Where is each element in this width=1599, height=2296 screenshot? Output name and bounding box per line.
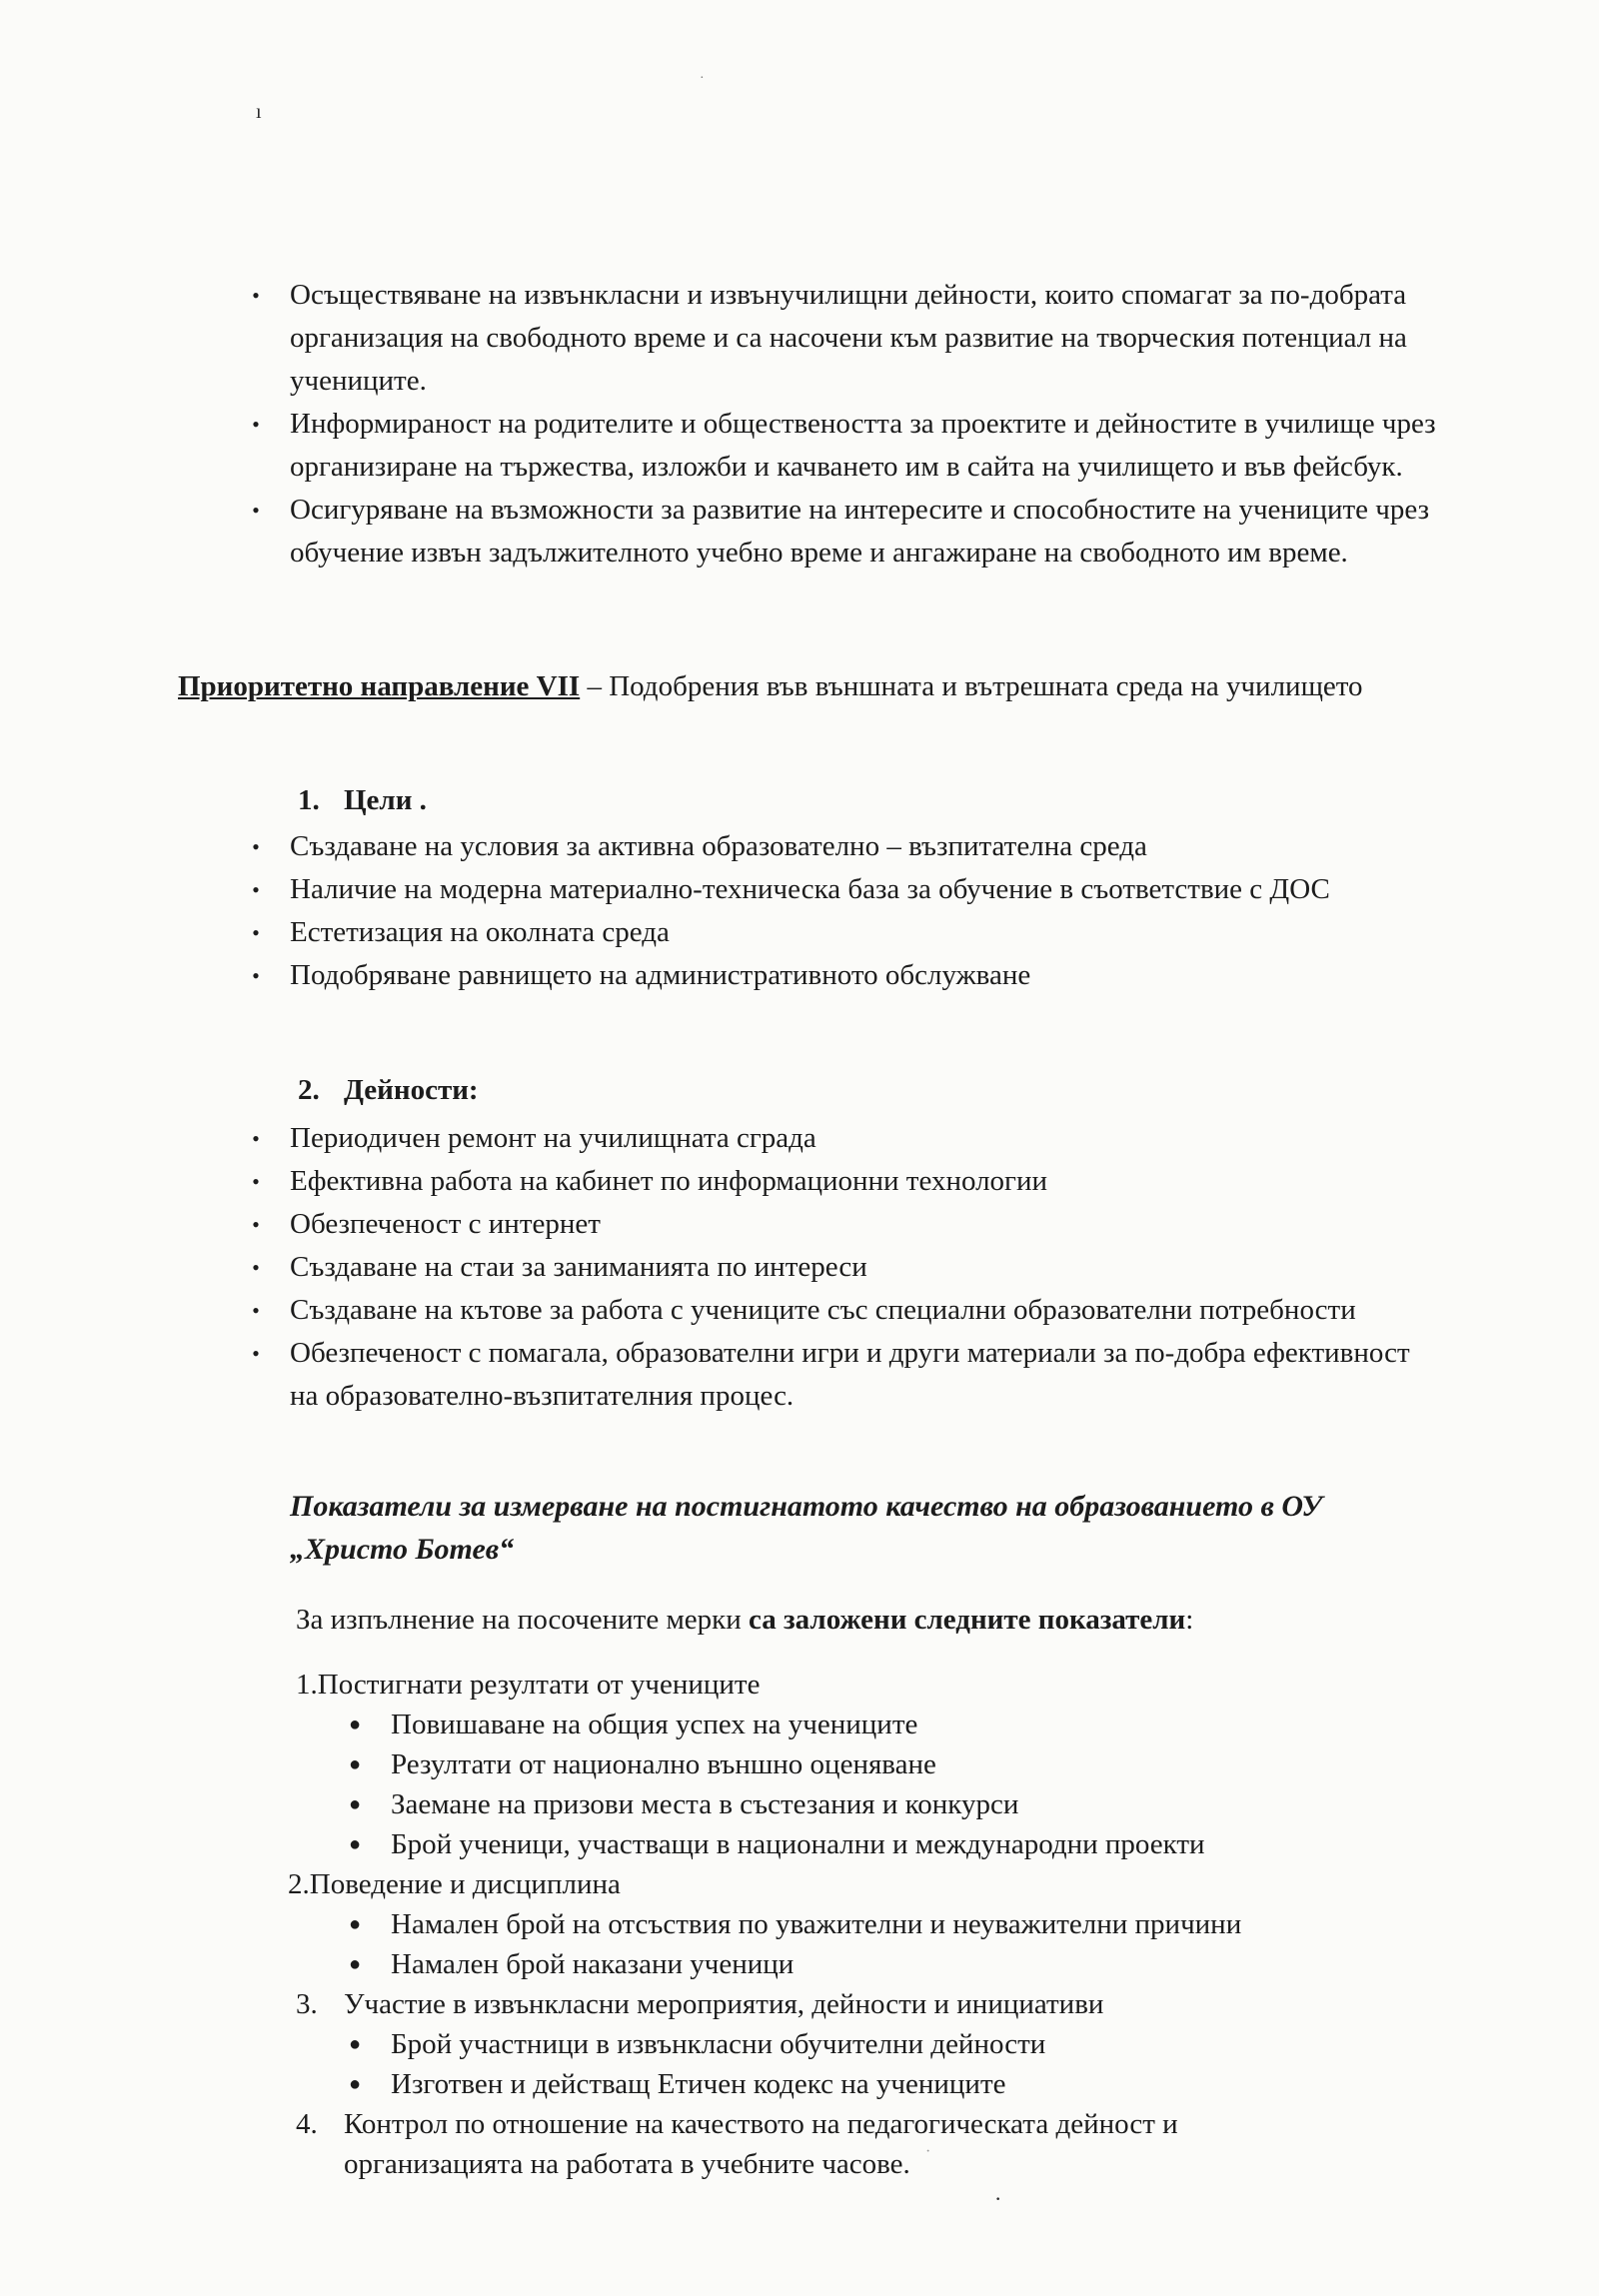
bullet-icon: ●	[349, 1913, 362, 1935]
list-item: ● Изготвен и действащ Етичен кодекс на учениците	[391, 2064, 1445, 2104]
bullet-icon: ●	[349, 2033, 362, 2055]
bullet-icon: •	[252, 963, 260, 988]
indicator-group-label: 4. Контрол по отношение на качеството на педагогическата дейност и организацията на работата в учебните часове.	[296, 2108, 1178, 2180]
list-item: • Обезпеченост с интернет	[290, 1203, 1419, 1246]
bullet-icon: ●	[349, 1953, 362, 1975]
goals-heading: 1. Цели .	[298, 784, 427, 816]
goals-list	[252, 825, 1419, 997]
bullet-icon: ●	[349, 1714, 362, 1735]
priority-label: Приоритетно направление VII	[178, 670, 581, 702]
list-item: ● Брой ученици, участващи в национални и международни проекти	[391, 1824, 1445, 1864]
bullets-block-a	[252, 274, 1439, 574]
bullet-icon: •	[252, 834, 260, 859]
bullet-icon: ●	[349, 1753, 362, 1775]
list-item: • Периодичен ремонт на училищната сграда	[290, 1117, 1419, 1160]
list-item: ● Намален брой на отсъствия по уважителни и неуважителни причини	[391, 1904, 1445, 1944]
bullet-icon: •	[252, 920, 260, 945]
bullet-icon: •	[252, 283, 260, 308]
bullet-icon: •	[252, 1212, 260, 1237]
list-item: • Създаване на условия за активна образователно – възпитателна среда	[290, 825, 1419, 868]
list-item: ● Резултати от национално външно оценяване	[391, 1744, 1445, 1784]
activities-heading: 2. Дейности:	[298, 1074, 479, 1106]
priority-text: – Подобрения във външната и вътрешната среда на училището	[580, 670, 1363, 702]
scan-speck: ·	[925, 2143, 931, 2160]
indicators-list	[288, 1665, 1445, 2184]
priority-heading	[178, 665, 1387, 708]
scan-speck: ·	[700, 71, 705, 86]
bullet-icon: •	[252, 1298, 260, 1323]
list-item: • Подобряване равнището на административното обслужване	[290, 954, 1419, 997]
bullet-icon: ●	[349, 2073, 362, 2095]
activities-list	[252, 1117, 1419, 1418]
bullet-icon: •	[252, 877, 260, 902]
list-item: • Създаване на кътове за работа с учениците със специални образователни потребности	[290, 1289, 1419, 1332]
indicators-intro: За изпълнение на посочените мерки са заложени следните показатели:	[296, 1604, 1194, 1636]
bullet-icon: ●	[349, 1793, 362, 1815]
list-item: • Осъществяване на извънкласни и извънучилищни дейности, които спомагат за по-добрата организация на свободното време и са насочени към развитие на творческия потенциал на учениците.	[290, 274, 1439, 403]
indicator-group-label: 1.Постигнати резултати от учениците	[296, 1669, 761, 1701]
bullet-icon: •	[252, 1169, 260, 1194]
list-item: • Създаване на стаи за заниманията по интереси	[290, 1246, 1419, 1289]
list-item: ● Намален брой наказани ученици	[391, 1944, 1445, 1984]
indicator-group-label: 2.Поведение и дисциплина	[288, 1868, 621, 1900]
bullet-icon: •	[252, 1341, 260, 1366]
list-item: • Ефективна работа на кабинет по информационни технологии	[290, 1160, 1419, 1203]
list-item: • Наличие на модерна материално-техническа база за обучение в съответствие с ДОС	[290, 868, 1419, 911]
bullet-icon: •	[252, 498, 260, 523]
list-item: • Естетизация на околната среда	[290, 911, 1419, 954]
list-item: • Обезпеченост с помагала, образователни игри и други материали за по-добра ефективност на образователно-възпитателния процес.	[290, 1332, 1419, 1418]
indicators-title: Показатели за измерване на постигнатото качество на образованието в ОУ „Христо Ботев“	[290, 1490, 1323, 1566]
indicator-group-label: 3. Участие в извънкласни мероприятия, дейности и инициативи	[296, 1988, 1104, 2020]
bullet-icon: •	[252, 1126, 260, 1151]
bullet-icon: •	[252, 1255, 260, 1280]
bullet-icon: ●	[349, 1833, 362, 1855]
list-item: ● Заемане на призови места в състезания и конкурси	[391, 1784, 1445, 1824]
scan-speck: ·	[994, 2186, 1002, 2211]
list-item: ● Повишаване на общия успех на учениците	[391, 1705, 1445, 1744]
list-item: • Осигуряване на възможности за развитие на интересите и способностите на учениците чрез обучение извън задължителното учебно време и ангажиране на свободното им време.	[290, 489, 1439, 574]
list-item: ● Брой участници в извънкласни обучителни дейности	[391, 2024, 1445, 2064]
scan-speck: ı	[256, 101, 262, 123]
list-item: • Информираност на родителите и обществеността за проектите и дейностите в училище чрез организиране на тържества, изложби и качването им в сайта на училището и във фейсбук.	[290, 403, 1439, 489]
bullet-icon: •	[252, 412, 260, 437]
